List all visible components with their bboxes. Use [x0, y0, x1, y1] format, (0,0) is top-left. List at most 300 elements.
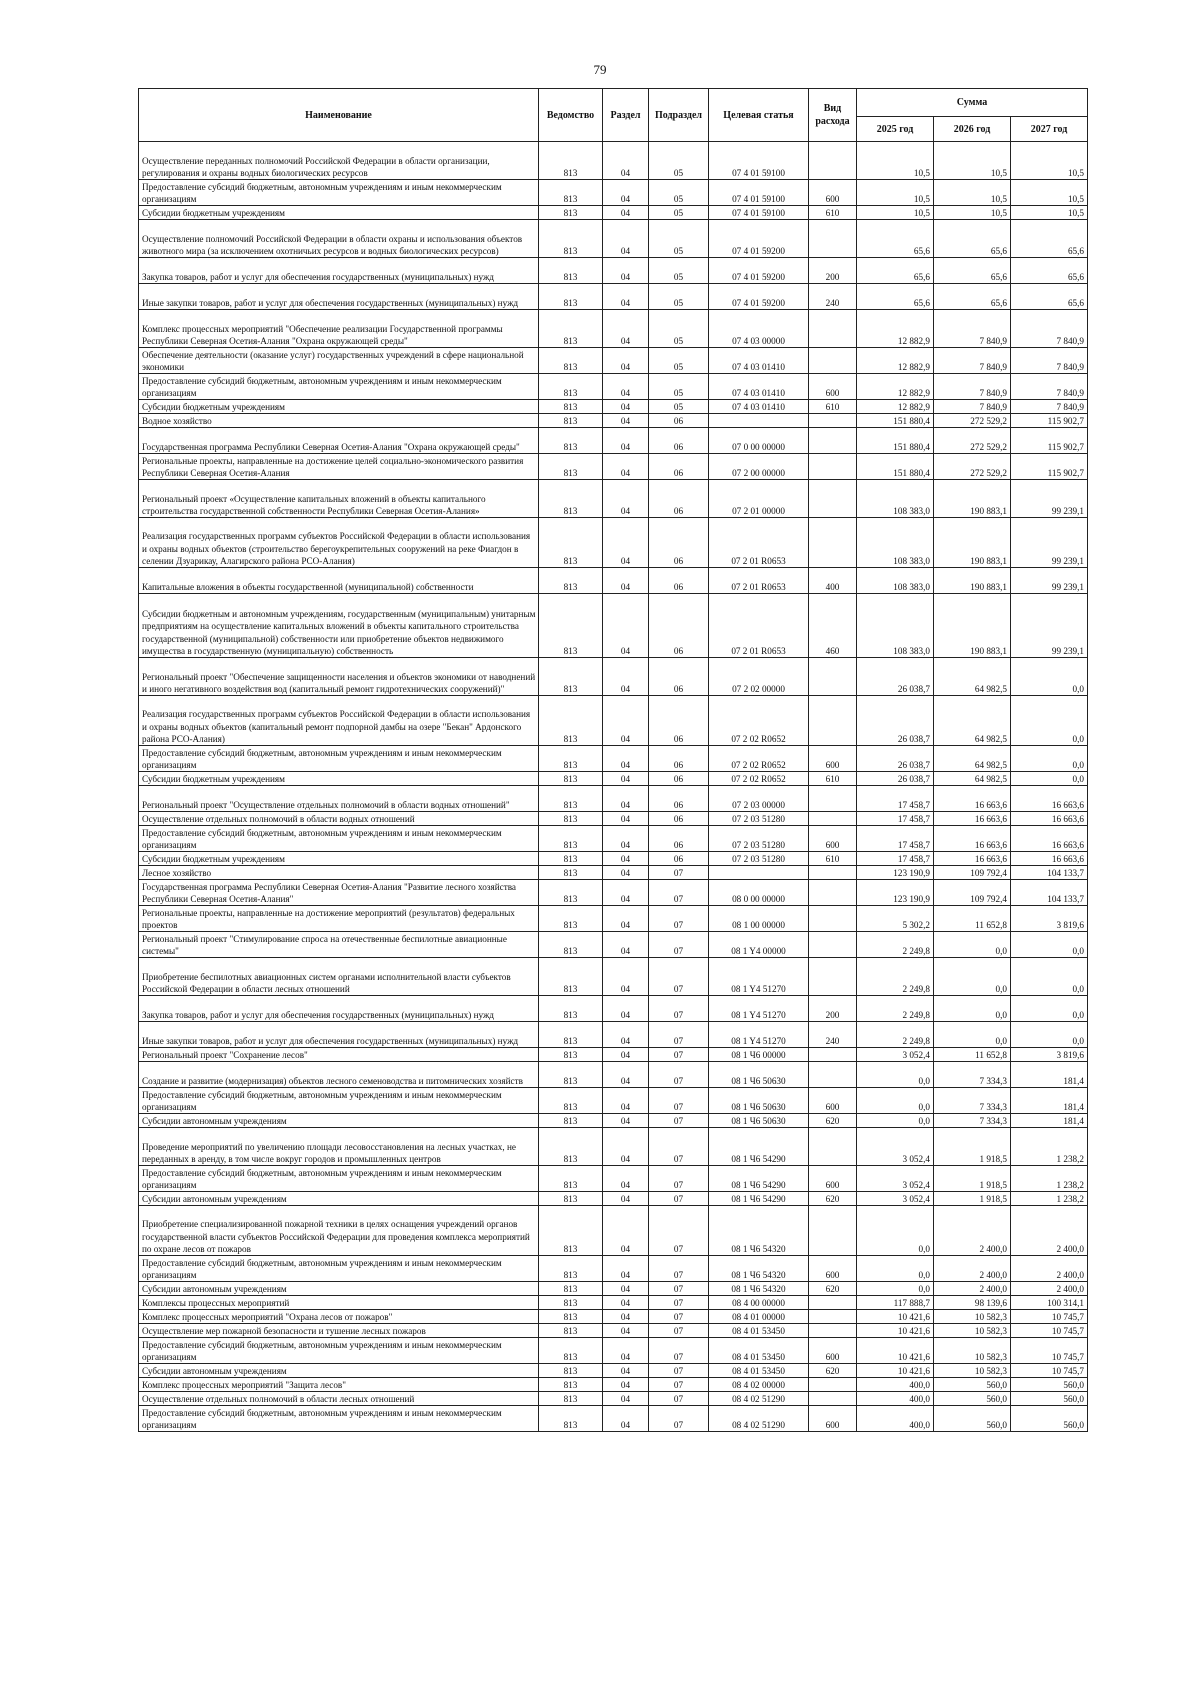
table-row: [139, 1296, 1088, 1310]
cell-podrazdel: 05: [649, 258, 709, 284]
cell-target-article: 07 2 02 00000: [709, 658, 809, 696]
cell-vedomstvo: 813: [539, 1062, 603, 1088]
cell-name: Субсидии бюджетным учреждениям: [139, 852, 539, 866]
cell-sum-2025: 0,0: [857, 1114, 934, 1128]
cell-expense-type: 620: [809, 1192, 857, 1206]
cell-vedomstvo: 813: [539, 142, 603, 180]
cell-sum-2027: 181,4: [1011, 1062, 1088, 1088]
cell-target-article: 08 4 02 51290: [709, 1392, 809, 1406]
cell-razdel: 04: [603, 1406, 649, 1432]
cell-sum-2027: 7 840,9: [1011, 310, 1088, 348]
cell-sum-2026: 10 582,3: [934, 1324, 1011, 1338]
table-row: [139, 480, 1088, 518]
cell-sum-2025: 12 882,9: [857, 400, 934, 414]
cell-name: Субсидии автономным учреждениям: [139, 1114, 539, 1128]
cell-sum-2026: 2 400,0: [934, 1206, 1011, 1256]
cell-sum-2027: 1 238,2: [1011, 1166, 1088, 1192]
cell-sum-2026: 64 982,5: [934, 772, 1011, 786]
cell-podrazdel: 07: [649, 932, 709, 958]
cell-razdel: 04: [603, 1206, 649, 1256]
cell-name: Осуществление отдельных полномочий в области водных отношений: [139, 812, 539, 826]
table-body: [139, 142, 1088, 1432]
header-vedomstvo: Ведомство: [539, 89, 603, 142]
cell-name: Предоставление субсидий бюджетным, автономным учреждениям и иным некоммерческим организациям: [139, 1406, 539, 1432]
cell-expense-type: [809, 1392, 857, 1406]
cell-vedomstvo: 813: [539, 414, 603, 428]
cell-sum-2026: 2 400,0: [934, 1256, 1011, 1282]
cell-sum-2027: 2 400,0: [1011, 1256, 1088, 1282]
cell-vedomstvo: 813: [539, 258, 603, 284]
table-row: [139, 1406, 1088, 1432]
cell-vedomstvo: 813: [539, 866, 603, 880]
cell-sum-2027: 0,0: [1011, 772, 1088, 786]
cell-name: Субсидии бюджетным учреждениям: [139, 400, 539, 414]
cell-name: Региональный проект "Сохранение лесов": [139, 1048, 539, 1062]
cell-target-article: 08 1 Ч6 54320: [709, 1256, 809, 1282]
cell-target-article: 07 0 00 00000: [709, 428, 809, 454]
cell-sum-2026: 10 582,3: [934, 1338, 1011, 1364]
cell-sum-2027: 100 314,1: [1011, 1296, 1088, 1310]
cell-target-article: 08 1 Y4 51270: [709, 1022, 809, 1048]
header-2027: 2027 год: [1011, 117, 1088, 142]
cell-target-article: 07 4 03 00000: [709, 310, 809, 348]
cell-razdel: 04: [603, 1048, 649, 1062]
cell-vedomstvo: 813: [539, 1406, 603, 1432]
cell-vedomstvo: 813: [539, 310, 603, 348]
cell-vedomstvo: 813: [539, 1282, 603, 1296]
cell-name: Региональные проекты, направленные на достижение целей социально-экономического развития Республики Северная Осетия-Алания: [139, 454, 539, 480]
cell-target-article: 07 2 03 00000: [709, 786, 809, 812]
cell-target-article: 07 4 01 59100: [709, 180, 809, 206]
cell-expense-type: [809, 310, 857, 348]
cell-razdel: 04: [603, 746, 649, 772]
cell-sum-2025: 3 052,4: [857, 1048, 934, 1062]
cell-sum-2026: 10 582,3: [934, 1310, 1011, 1324]
cell-podrazdel: 05: [649, 142, 709, 180]
cell-sum-2027: 0,0: [1011, 1022, 1088, 1048]
cell-vedomstvo: 813: [539, 1114, 603, 1128]
cell-sum-2027: 2 400,0: [1011, 1206, 1088, 1256]
cell-podrazdel: 06: [649, 518, 709, 568]
table-row: [139, 1206, 1088, 1256]
cell-name: Предоставление субсидий бюджетным, автономным учреждениям и иным некоммерческим организациям: [139, 1256, 539, 1282]
cell-target-article: 08 4 00 00000: [709, 1296, 809, 1310]
cell-name: Предоставление субсидий бюджетным, автономным учреждениям и иным некоммерческим организациям: [139, 1338, 539, 1364]
cell-sum-2027: 99 239,1: [1011, 594, 1088, 658]
table-row: [139, 746, 1088, 772]
cell-target-article: 08 1 Y4 51270: [709, 958, 809, 996]
cell-vedomstvo: 813: [539, 1192, 603, 1206]
cell-sum-2027: 10 745,7: [1011, 1364, 1088, 1378]
table-row: [139, 428, 1088, 454]
cell-sum-2027: 2 400,0: [1011, 1282, 1088, 1296]
cell-sum-2027: 0,0: [1011, 658, 1088, 696]
cell-sum-2027: 65,6: [1011, 284, 1088, 310]
cell-vedomstvo: 813: [539, 206, 603, 220]
cell-sum-2027: 560,0: [1011, 1406, 1088, 1432]
cell-podrazdel: 07: [649, 1192, 709, 1206]
cell-sum-2025: 12 882,9: [857, 348, 934, 374]
cell-sum-2025: 3 052,4: [857, 1128, 934, 1166]
cell-target-article: 08 1 Ч6 54320: [709, 1282, 809, 1296]
cell-expense-type: [809, 1062, 857, 1088]
cell-vedomstvo: 813: [539, 1324, 603, 1338]
cell-name: Региональный проект "Обеспечение защищенности населения и объектов экономики от наводнений и иного негативного воздействия вод (капитальный ремонт гидротехнических сооружений)": [139, 658, 539, 696]
cell-sum-2027: 16 663,6: [1011, 852, 1088, 866]
cell-name: Региональный проект "Стимулирование спроса на отечественные беспилотные авиационные системы": [139, 932, 539, 958]
cell-sum-2027: 99 239,1: [1011, 568, 1088, 594]
table-row: [139, 866, 1088, 880]
cell-sum-2027: 10 745,7: [1011, 1310, 1088, 1324]
cell-sum-2026: 64 982,5: [934, 696, 1011, 746]
cell-target-article: 07 4 03 01410: [709, 374, 809, 400]
cell-podrazdel: 06: [649, 658, 709, 696]
cell-vedomstvo: 813: [539, 220, 603, 258]
table-row: [139, 258, 1088, 284]
cell-target-article: 08 1 Y4 51270: [709, 996, 809, 1022]
table-row: [139, 1310, 1088, 1324]
table-row: [139, 220, 1088, 258]
cell-sum-2027: 16 663,6: [1011, 812, 1088, 826]
cell-expense-type: 600: [809, 1338, 857, 1364]
cell-name: Региональные проекты, направленные на достижение мероприятий (результатов) федеральных проектов: [139, 906, 539, 932]
cell-target-article: 07 2 00 00000: [709, 454, 809, 480]
cell-expense-type: [809, 1324, 857, 1338]
cell-vedomstvo: 813: [539, 374, 603, 400]
cell-razdel: 04: [603, 996, 649, 1022]
cell-expense-type: [809, 1310, 857, 1324]
cell-name: Обеспечение деятельности (оказание услуг) государственных учреждений в сфере национальной экономики: [139, 348, 539, 374]
cell-sum-2026: 64 982,5: [934, 658, 1011, 696]
cell-vedomstvo: 813: [539, 1088, 603, 1114]
cell-name: Закупка товаров, работ и услуг для обеспечения государственных (муниципальных) нужд: [139, 996, 539, 1022]
cell-target-article: 08 4 01 53450: [709, 1338, 809, 1364]
cell-sum-2027: 0,0: [1011, 746, 1088, 772]
table-row: [139, 1338, 1088, 1364]
header-expense-type: Вид расхода: [809, 89, 857, 142]
table-row: [139, 206, 1088, 220]
cell-vedomstvo: 813: [539, 1128, 603, 1166]
cell-sum-2025: 10 421,6: [857, 1364, 934, 1378]
cell-sum-2025: 10,5: [857, 180, 934, 206]
cell-razdel: 04: [603, 258, 649, 284]
cell-target-article: 07 4 03 01410: [709, 400, 809, 414]
cell-sum-2025: 400,0: [857, 1392, 934, 1406]
cell-name: Создание и развитие (модернизация) объектов лесного семеноводства и питомнических хозяйств: [139, 1062, 539, 1088]
cell-target-article: 07 2 03 51280: [709, 812, 809, 826]
cell-sum-2025: 26 038,7: [857, 772, 934, 786]
cell-name: Приобретение специализированной пожарной техники в целях оснащения учреждений органов государственной власти субъектов Российской Федерации для проведения комплекса мероприятий по охране лесов от пожаров: [139, 1206, 539, 1256]
cell-podrazdel: 05: [649, 220, 709, 258]
cell-sum-2025: 117 888,7: [857, 1296, 934, 1310]
cell-target-article: 07 2 01 R0653: [709, 594, 809, 658]
cell-razdel: 04: [603, 374, 649, 400]
cell-sum-2025: 65,6: [857, 220, 934, 258]
cell-sum-2026: 1 918,5: [934, 1166, 1011, 1192]
cell-sum-2025: 26 038,7: [857, 658, 934, 696]
cell-sum-2025: 123 190,9: [857, 866, 934, 880]
cell-razdel: 04: [603, 866, 649, 880]
cell-name: Субсидии автономным учреждениям: [139, 1282, 539, 1296]
cell-podrazdel: 06: [649, 812, 709, 826]
table-row: [139, 1114, 1088, 1128]
cell-sum-2026: 1 918,5: [934, 1128, 1011, 1166]
cell-sum-2025: 0,0: [857, 1282, 934, 1296]
cell-expense-type: [809, 786, 857, 812]
cell-vedomstvo: 813: [539, 786, 603, 812]
cell-podrazdel: 07: [649, 958, 709, 996]
cell-razdel: 04: [603, 220, 649, 258]
cell-sum-2027: 16 663,6: [1011, 826, 1088, 852]
cell-sum-2026: 16 663,6: [934, 812, 1011, 826]
cell-sum-2027: 16 663,6: [1011, 786, 1088, 812]
cell-sum-2025: 0,0: [857, 1256, 934, 1282]
cell-sum-2027: 181,4: [1011, 1088, 1088, 1114]
cell-podrazdel: 05: [649, 284, 709, 310]
cell-razdel: 04: [603, 518, 649, 568]
cell-podrazdel: 07: [649, 1256, 709, 1282]
header-podrazdel: Подраздел: [649, 89, 709, 142]
cell-expense-type: [809, 658, 857, 696]
cell-razdel: 04: [603, 594, 649, 658]
cell-sum-2025: 108 383,0: [857, 594, 934, 658]
cell-name: Иные закупки товаров, работ и услуг для обеспечения государственных (муниципальных) нужд: [139, 1022, 539, 1048]
cell-name: Предоставление субсидий бюджетным, автономным учреждениям и иным некоммерческим организациям: [139, 826, 539, 852]
cell-expense-type: 620: [809, 1282, 857, 1296]
cell-sum-2026: 10 582,3: [934, 1364, 1011, 1378]
cell-expense-type: [809, 348, 857, 374]
table-row: [139, 658, 1088, 696]
cell-sum-2026: 190 883,1: [934, 568, 1011, 594]
cell-sum-2025: 123 190,9: [857, 880, 934, 906]
cell-expense-type: 240: [809, 284, 857, 310]
cell-sum-2026: 64 982,5: [934, 746, 1011, 772]
cell-podrazdel: 05: [649, 180, 709, 206]
cell-razdel: 04: [603, 284, 649, 310]
cell-vedomstvo: 813: [539, 932, 603, 958]
cell-podrazdel: 07: [649, 1324, 709, 1338]
cell-sum-2027: 0,0: [1011, 932, 1088, 958]
cell-target-article: 08 4 01 00000: [709, 1310, 809, 1324]
cell-razdel: 04: [603, 1338, 649, 1364]
cell-sum-2026: 2 400,0: [934, 1282, 1011, 1296]
cell-target-article: 07 2 01 R0653: [709, 568, 809, 594]
table-row: [139, 518, 1088, 568]
cell-sum-2026: 16 663,6: [934, 786, 1011, 812]
cell-sum-2027: 1 238,2: [1011, 1192, 1088, 1206]
cell-sum-2025: 65,6: [857, 284, 934, 310]
cell-sum-2027: 99 239,1: [1011, 518, 1088, 568]
cell-vedomstvo: 813: [539, 1378, 603, 1392]
cell-name: Государственная программа Республики Северная Осетия-Алания "Развитие лесного хозяйства Республики Северная Осетия-Алания": [139, 880, 539, 906]
cell-podrazdel: 05: [649, 206, 709, 220]
cell-podrazdel: 06: [649, 454, 709, 480]
cell-target-article: 07 2 01 00000: [709, 480, 809, 518]
cell-sum-2025: 151 880,4: [857, 454, 934, 480]
cell-expense-type: [809, 696, 857, 746]
cell-sum-2027: 104 133,7: [1011, 880, 1088, 906]
cell-name: Комплекс процессных мероприятий "Защита лесов": [139, 1378, 539, 1392]
table-row: [139, 852, 1088, 866]
cell-razdel: 04: [603, 348, 649, 374]
cell-sum-2027: 65,6: [1011, 258, 1088, 284]
cell-razdel: 04: [603, 852, 649, 866]
cell-name: Иные закупки товаров, работ и услуг для обеспечения государственных (муниципальных) нужд: [139, 284, 539, 310]
cell-vedomstvo: 813: [539, 454, 603, 480]
cell-sum-2027: 10,5: [1011, 142, 1088, 180]
table-row: [139, 374, 1088, 400]
table-row: [139, 180, 1088, 206]
cell-razdel: 04: [603, 906, 649, 932]
cell-vedomstvo: 813: [539, 1364, 603, 1378]
cell-podrazdel: 07: [649, 1378, 709, 1392]
cell-sum-2026: 65,6: [934, 220, 1011, 258]
table-row: [139, 1392, 1088, 1406]
cell-vedomstvo: 813: [539, 826, 603, 852]
cell-sum-2027: 7 840,9: [1011, 348, 1088, 374]
cell-vedomstvo: 813: [539, 480, 603, 518]
cell-sum-2025: 12 882,9: [857, 310, 934, 348]
cell-target-article: 07 4 01 59200: [709, 284, 809, 310]
cell-razdel: 04: [603, 772, 649, 786]
cell-sum-2026: 98 139,6: [934, 1296, 1011, 1310]
cell-sum-2027: 115 902,7: [1011, 428, 1088, 454]
cell-expense-type: [809, 1048, 857, 1062]
cell-podrazdel: 07: [649, 1310, 709, 1324]
cell-podrazdel: 06: [649, 786, 709, 812]
cell-razdel: 04: [603, 428, 649, 454]
cell-podrazdel: 06: [649, 772, 709, 786]
cell-razdel: 04: [603, 786, 649, 812]
cell-podrazdel: 06: [649, 414, 709, 428]
cell-sum-2026: 272 529,2: [934, 428, 1011, 454]
cell-podrazdel: 07: [649, 1282, 709, 1296]
cell-sum-2025: 0,0: [857, 1206, 934, 1256]
cell-sum-2027: 560,0: [1011, 1392, 1088, 1406]
cell-sum-2026: 190 883,1: [934, 518, 1011, 568]
cell-podrazdel: 06: [649, 746, 709, 772]
cell-expense-type: 600: [809, 180, 857, 206]
cell-expense-type: [809, 480, 857, 518]
cell-expense-type: 600: [809, 1166, 857, 1192]
cell-target-article: 08 0 00 00000: [709, 880, 809, 906]
cell-razdel: 04: [603, 480, 649, 518]
cell-podrazdel: 07: [649, 1392, 709, 1406]
cell-target-article: 07 4 01 59100: [709, 206, 809, 220]
table-row: [139, 568, 1088, 594]
cell-vedomstvo: 813: [539, 880, 603, 906]
cell-expense-type: [809, 454, 857, 480]
cell-expense-type: 240: [809, 1022, 857, 1048]
cell-name: Комплекс процессных мероприятий "Охрана лесов от пожаров": [139, 1310, 539, 1324]
cell-sum-2026: 0,0: [934, 932, 1011, 958]
cell-sum-2025: 26 038,7: [857, 746, 934, 772]
cell-target-article: 08 4 01 53450: [709, 1324, 809, 1338]
cell-razdel: 04: [603, 880, 649, 906]
cell-sum-2026: 16 663,6: [934, 852, 1011, 866]
cell-expense-type: [809, 428, 857, 454]
cell-sum-2027: 181,4: [1011, 1114, 1088, 1128]
cell-sum-2025: 17 458,7: [857, 786, 934, 812]
cell-vedomstvo: 813: [539, 284, 603, 310]
cell-razdel: 04: [603, 958, 649, 996]
cell-podrazdel: 07: [649, 1088, 709, 1114]
cell-target-article: 08 4 02 51290: [709, 1406, 809, 1432]
cell-expense-type: 460: [809, 594, 857, 658]
cell-sum-2026: 7 840,9: [934, 400, 1011, 414]
cell-podrazdel: 07: [649, 1406, 709, 1432]
cell-sum-2026: 1 918,5: [934, 1192, 1011, 1206]
cell-vedomstvo: 813: [539, 428, 603, 454]
cell-target-article: 08 1 Ч6 54290: [709, 1128, 809, 1166]
cell-target-article: 07 4 01 59200: [709, 220, 809, 258]
cell-podrazdel: 05: [649, 348, 709, 374]
cell-name: Региональный проект «Осуществление капитальных вложений в объекты капитального строительства государственной собственности Республики Северная Осетия-Алания»: [139, 480, 539, 518]
cell-razdel: 04: [603, 1062, 649, 1088]
cell-razdel: 04: [603, 1088, 649, 1114]
cell-sum-2027: 7 840,9: [1011, 374, 1088, 400]
cell-vedomstvo: 813: [539, 958, 603, 996]
table-row: [139, 414, 1088, 428]
header-target-article: Целевая статья: [709, 89, 809, 142]
cell-sum-2025: 151 880,4: [857, 428, 934, 454]
cell-sum-2026: 7 840,9: [934, 374, 1011, 400]
table-row: [139, 1062, 1088, 1088]
cell-sum-2025: 10,5: [857, 142, 934, 180]
cell-sum-2025: 10,5: [857, 206, 934, 220]
table-row: [139, 826, 1088, 852]
cell-name: Субсидии бюджетным учреждениям: [139, 772, 539, 786]
cell-razdel: 04: [603, 180, 649, 206]
cell-target-article: 08 1 Ч6 50630: [709, 1062, 809, 1088]
cell-name: Предоставление субсидий бюджетным, автономным учреждениям и иным некоммерческим организациям: [139, 746, 539, 772]
cell-target-article: 08 1 Ч6 50630: [709, 1088, 809, 1114]
table-row: [139, 1128, 1088, 1166]
cell-target-article: 08 4 02 00000: [709, 1378, 809, 1392]
cell-sum-2026: 0,0: [934, 958, 1011, 996]
cell-razdel: 04: [603, 1022, 649, 1048]
cell-expense-type: [809, 220, 857, 258]
cell-vedomstvo: 813: [539, 1166, 603, 1192]
cell-sum-2025: 5 302,2: [857, 906, 934, 932]
cell-vedomstvo: 813: [539, 594, 603, 658]
cell-razdel: 04: [603, 932, 649, 958]
cell-podrazdel: 07: [649, 1048, 709, 1062]
cell-podrazdel: 06: [649, 594, 709, 658]
table-row: [139, 454, 1088, 480]
cell-sum-2026: 272 529,2: [934, 414, 1011, 428]
cell-name: Реализация государственных программ субъектов Российской Федерации в области использования и охраны водных объектов (строительство берегоукрепительных сооружений на реке Фиагдон в селении Дзуарикау, Алагирского района РСО-Алания): [139, 518, 539, 568]
table-row: [139, 772, 1088, 786]
cell-name: Осуществление мер пожарной безопасности и тушение лесных пожаров: [139, 1324, 539, 1338]
cell-podrazdel: 07: [649, 1128, 709, 1166]
cell-name: Региональный проект "Осуществление отдельных полномочий в области водных отношений": [139, 786, 539, 812]
cell-expense-type: 600: [809, 826, 857, 852]
cell-expense-type: [809, 866, 857, 880]
cell-sum-2026: 190 883,1: [934, 480, 1011, 518]
cell-razdel: 04: [603, 1378, 649, 1392]
table-row: [139, 284, 1088, 310]
cell-name: Лесное хозяйство: [139, 866, 539, 880]
cell-target-article: 08 1 Ч6 50630: [709, 1114, 809, 1128]
cell-sum-2025: 10 421,6: [857, 1310, 934, 1324]
cell-sum-2026: 10,5: [934, 142, 1011, 180]
cell-razdel: 04: [603, 1392, 649, 1406]
cell-podrazdel: 07: [649, 880, 709, 906]
cell-name: Реализация государственных программ субъектов Российской Федерации в области использования и охраны водных объектов (капитальный ремонт подпорной дамбы на озере "Бекан" Ардонского района РСО-Алания): [139, 696, 539, 746]
cell-sum-2025: 0,0: [857, 1088, 934, 1114]
cell-sum-2025: 400,0: [857, 1406, 934, 1432]
